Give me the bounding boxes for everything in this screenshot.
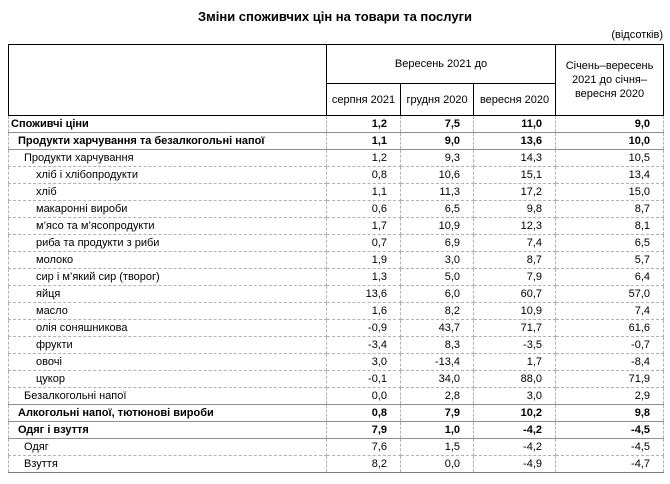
row-label: хліб (9, 184, 327, 201)
value-cell: -3,4 (327, 337, 401, 354)
value-cell: 8,2 (401, 303, 474, 320)
row-label: сир і м’який сир (творог) (9, 269, 327, 286)
table-header (9, 45, 664, 116)
value-cell: -8,4 (556, 354, 664, 371)
consumer-price-table (8, 44, 664, 473)
value-cell: 10,2 (474, 405, 556, 422)
value-cell: 12,3 (474, 218, 556, 235)
header-col-dec-2020: грудня 2020 (401, 84, 474, 116)
value-cell: 2,8 (401, 388, 474, 405)
value-cell: 9,0 (401, 133, 474, 150)
value-cell: 17,2 (474, 184, 556, 201)
row-label: молоко (9, 252, 327, 269)
row-label: Взуття (9, 456, 327, 473)
value-cell: 3,0 (401, 252, 474, 269)
value-cell: 71,9 (556, 371, 664, 388)
value-cell: 7,9 (401, 405, 474, 422)
value-cell: 7,9 (474, 269, 556, 286)
value-cell: 6,4 (556, 269, 664, 286)
table-row (9, 167, 664, 184)
row-label: Одяг (9, 439, 327, 456)
value-cell: 43,7 (401, 320, 474, 337)
row-label: Безалкогольні напої (9, 388, 327, 405)
row-label: Одяг і взуття (9, 422, 327, 439)
header-col-aug-2021: серпня 2021 (327, 84, 401, 116)
value-cell: 3,0 (327, 354, 401, 371)
row-label: м’ясо та м’ясопродукти (9, 218, 327, 235)
value-cell: 1,3 (327, 269, 401, 286)
value-cell: 1,0 (401, 422, 474, 439)
value-cell: 13,6 (474, 133, 556, 150)
row-label: Продукти харчування та безалкогольні напої (9, 133, 327, 150)
table-row (9, 456, 664, 473)
value-cell: 10,9 (401, 218, 474, 235)
header-group-label: Вересень 2021 до (327, 45, 556, 84)
table-row (9, 116, 664, 133)
value-cell: 1,1 (327, 184, 401, 201)
row-label: Споживчі ціни (9, 116, 327, 133)
value-cell: 1,1 (327, 133, 401, 150)
value-cell: 0,8 (327, 167, 401, 184)
value-cell: 3,0 (474, 388, 556, 405)
row-label: фрукти (9, 337, 327, 354)
header-empty-cell (9, 45, 327, 116)
value-cell: 8,7 (474, 252, 556, 269)
value-cell: -4,5 (556, 422, 664, 439)
row-label: яйця (9, 286, 327, 303)
row-label: олія соняшникова (9, 320, 327, 337)
value-cell: 2,9 (556, 388, 664, 405)
value-cell: 71,7 (474, 320, 556, 337)
value-cell: -4,5 (556, 439, 664, 456)
value-cell: 0,0 (327, 388, 401, 405)
value-cell: 8,2 (327, 456, 401, 473)
value-cell: -0,9 (327, 320, 401, 337)
table-row (9, 439, 664, 456)
unit-note: (відсотків) (611, 29, 663, 41)
table-row (9, 150, 664, 167)
table-row (9, 235, 664, 252)
value-cell: 7,6 (327, 439, 401, 456)
row-label: хліб і хлібопродукти (9, 167, 327, 184)
value-cell: 15,0 (556, 184, 664, 201)
value-cell: -4,7 (556, 456, 664, 473)
value-cell: 1,7 (474, 354, 556, 371)
value-cell: -4,2 (474, 422, 556, 439)
table-row (9, 218, 664, 235)
page-title: Зміни споживчих цін на товари та послуги (197, 9, 473, 24)
value-cell: 7,9 (327, 422, 401, 439)
table-row (9, 133, 664, 150)
value-cell: 0,6 (327, 201, 401, 218)
value-cell: 8,3 (401, 337, 474, 354)
table-row (9, 354, 664, 371)
value-cell: 57,0 (556, 286, 664, 303)
value-cell: 9,8 (474, 201, 556, 218)
value-cell: 11,0 (474, 116, 556, 133)
value-cell: 9,3 (401, 150, 474, 167)
header-col-sep-2020: вересня 2020 (474, 84, 556, 116)
value-cell: 1,2 (327, 116, 401, 133)
table-row (9, 252, 664, 269)
value-cell: 1,9 (327, 252, 401, 269)
value-cell: 8,7 (556, 201, 664, 218)
value-cell: 0,7 (327, 235, 401, 252)
value-cell: 10,9 (474, 303, 556, 320)
table-row (9, 286, 664, 303)
value-cell: 11,3 (401, 184, 474, 201)
value-cell: 0,8 (327, 405, 401, 422)
header-row-group (9, 45, 664, 84)
table-row (9, 184, 664, 201)
value-cell: 0,0 (401, 456, 474, 473)
value-cell: 1,5 (401, 439, 474, 456)
value-cell: 34,0 (401, 371, 474, 388)
value-cell: 9,0 (556, 116, 664, 133)
header-period-column: Січень–вересень 2021 до січня–вересня 2020 (556, 45, 664, 116)
value-cell: 61,6 (556, 320, 664, 337)
value-cell: 9,8 (556, 405, 664, 422)
value-cell: 6,9 (401, 235, 474, 252)
value-cell: -13,4 (401, 354, 474, 371)
value-cell: 1,6 (327, 303, 401, 320)
row-label: макаронні вироби (9, 201, 327, 218)
value-cell: 8,1 (556, 218, 664, 235)
table-row (9, 371, 664, 388)
value-cell: 60,7 (474, 286, 556, 303)
table-row (9, 201, 664, 218)
table-body (9, 116, 664, 473)
value-cell: 10,5 (556, 150, 664, 167)
row-label: овочі (9, 354, 327, 371)
value-cell: -0,7 (556, 337, 664, 354)
table-row (9, 405, 664, 422)
table-row (9, 422, 664, 439)
value-cell: 88,0 (474, 371, 556, 388)
value-cell: 13,4 (556, 167, 664, 184)
row-label: риба та продукти з риби (9, 235, 327, 252)
value-cell: 14,3 (474, 150, 556, 167)
value-cell: 1,2 (327, 150, 401, 167)
table-row (9, 388, 664, 405)
value-cell: 6,5 (556, 235, 664, 252)
table-row (9, 320, 664, 337)
value-cell: 6,0 (401, 286, 474, 303)
value-cell: 7,4 (556, 303, 664, 320)
value-cell: 5,0 (401, 269, 474, 286)
value-cell: -4,2 (474, 439, 556, 456)
value-cell: 1,7 (327, 218, 401, 235)
value-cell: 7,4 (474, 235, 556, 252)
value-cell: 6,5 (401, 201, 474, 218)
table-row (9, 337, 664, 354)
row-label: Продукти харчування (9, 150, 327, 167)
value-cell: 7,5 (401, 116, 474, 133)
value-cell: 10,0 (556, 133, 664, 150)
row-label: цукор (9, 371, 327, 388)
row-label: Алкогольні напої, тютюнові вироби (9, 405, 327, 422)
value-cell: 13,6 (327, 286, 401, 303)
value-cell: 10,6 (401, 167, 474, 184)
value-cell: -3,5 (474, 337, 556, 354)
table-row (9, 269, 664, 286)
value-cell: -0,1 (327, 371, 401, 388)
value-cell: 5,7 (556, 252, 664, 269)
value-cell: 15,1 (474, 167, 556, 184)
row-label: масло (9, 303, 327, 320)
table-row (9, 303, 664, 320)
value-cell: -4,9 (474, 456, 556, 473)
